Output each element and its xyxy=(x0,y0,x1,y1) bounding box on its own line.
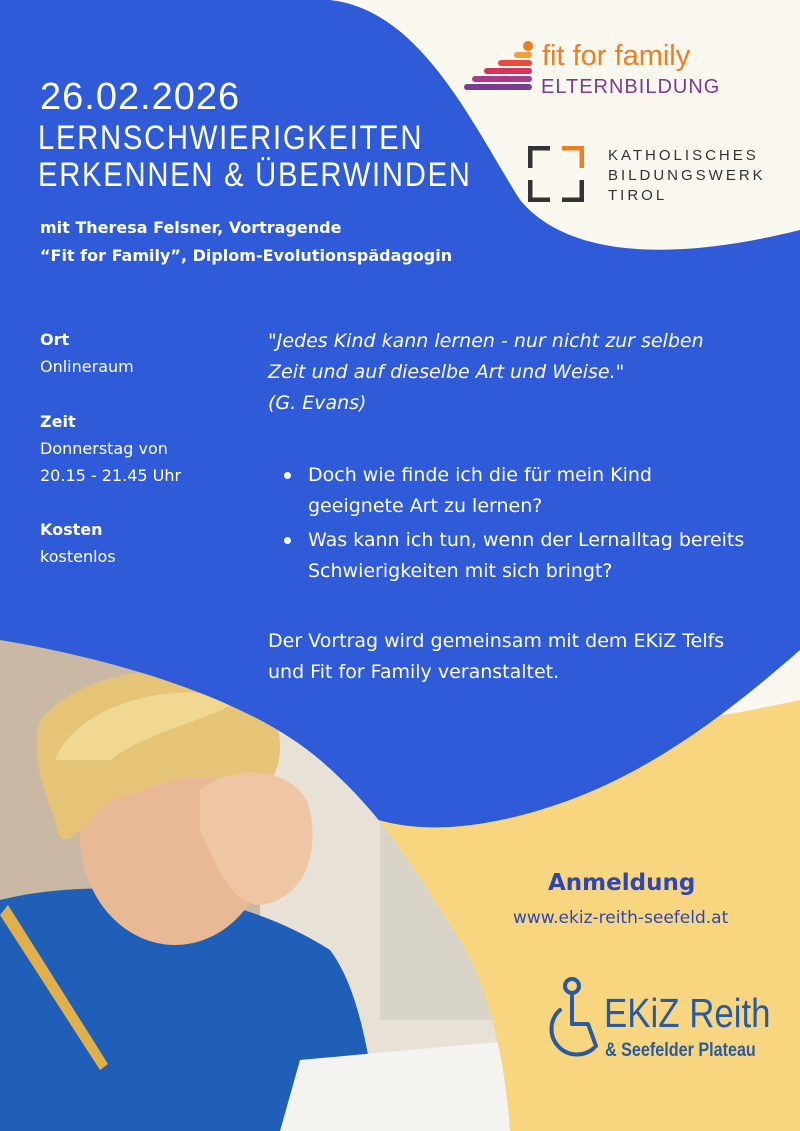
speaker-line-1: mit Theresa Felsner, Vortragende xyxy=(40,218,342,237)
time-value-day: Donnerstag von xyxy=(40,439,168,458)
quote-line-1: "Jedes Kind kann lernen - nur nicht zur selben xyxy=(268,330,704,352)
time-value-hours: 20.15 - 21.45 Uhr xyxy=(40,466,182,485)
event-title xyxy=(38,120,472,194)
quote xyxy=(268,326,768,419)
registration-link[interactable]: www.ekiz-reith-seefeld.at xyxy=(513,908,729,928)
fit-for-family-logo-icon xyxy=(462,40,542,100)
ekiz-logo-icon xyxy=(536,976,602,1066)
kbt-line-1: KATHOLISCHES xyxy=(608,147,759,164)
quote-line-2: Zeit und auf dieselbe Art und Weise." xyxy=(268,361,625,383)
speaker-line-2: “Fit for Family”, Diplom-Evolutionspädagogin xyxy=(40,246,453,265)
time-block xyxy=(40,408,181,489)
kbt-line-2: BILDUNGSWERK xyxy=(608,167,766,184)
closing-text: Der Vortrag wird gemeinsam mit dem EKiZ Telfs und Fit for Family veranstaltet. xyxy=(268,630,725,683)
ekiz-subtitle: & Seefelder Plateau xyxy=(605,1040,756,1061)
kbt-name xyxy=(608,146,766,206)
location-block xyxy=(40,326,134,380)
registration-label: Anmeldung xyxy=(548,870,696,896)
question-list xyxy=(268,460,748,590)
location-label: Ort xyxy=(40,330,70,349)
quote-author: (G. Evans) xyxy=(268,392,367,414)
kbt-line-3: TIROL xyxy=(608,187,668,204)
speaker-info xyxy=(40,214,452,270)
title-line-1: LERNSCHWIERIGKEITEN xyxy=(38,119,424,157)
cost-value: kostenlos xyxy=(40,547,116,566)
fit-for-family-subtitle: ELTERNBILDUNG xyxy=(541,76,721,98)
title-line-2: ERKENNEN & ÜBERWINDEN xyxy=(38,156,472,194)
cost-label: Kosten xyxy=(40,520,103,539)
fit-for-family-name: fit for family xyxy=(542,40,691,72)
location-value: Onlineraum xyxy=(40,357,134,376)
ekiz-name: EKiZ Reith xyxy=(604,990,771,1036)
event-date: 26.02.2026 xyxy=(40,76,241,118)
cost-block xyxy=(40,516,116,570)
list-item: Doch wie finde ich die für mein Kind geeignete Art zu lernen? xyxy=(268,460,748,522)
list-item: Was kann ich tun, wenn der Lernalltag bereits Schwierigkeiten mit sich bringt? xyxy=(268,525,748,587)
bracket-logo-icon xyxy=(528,146,584,202)
time-label: Zeit xyxy=(40,412,76,431)
